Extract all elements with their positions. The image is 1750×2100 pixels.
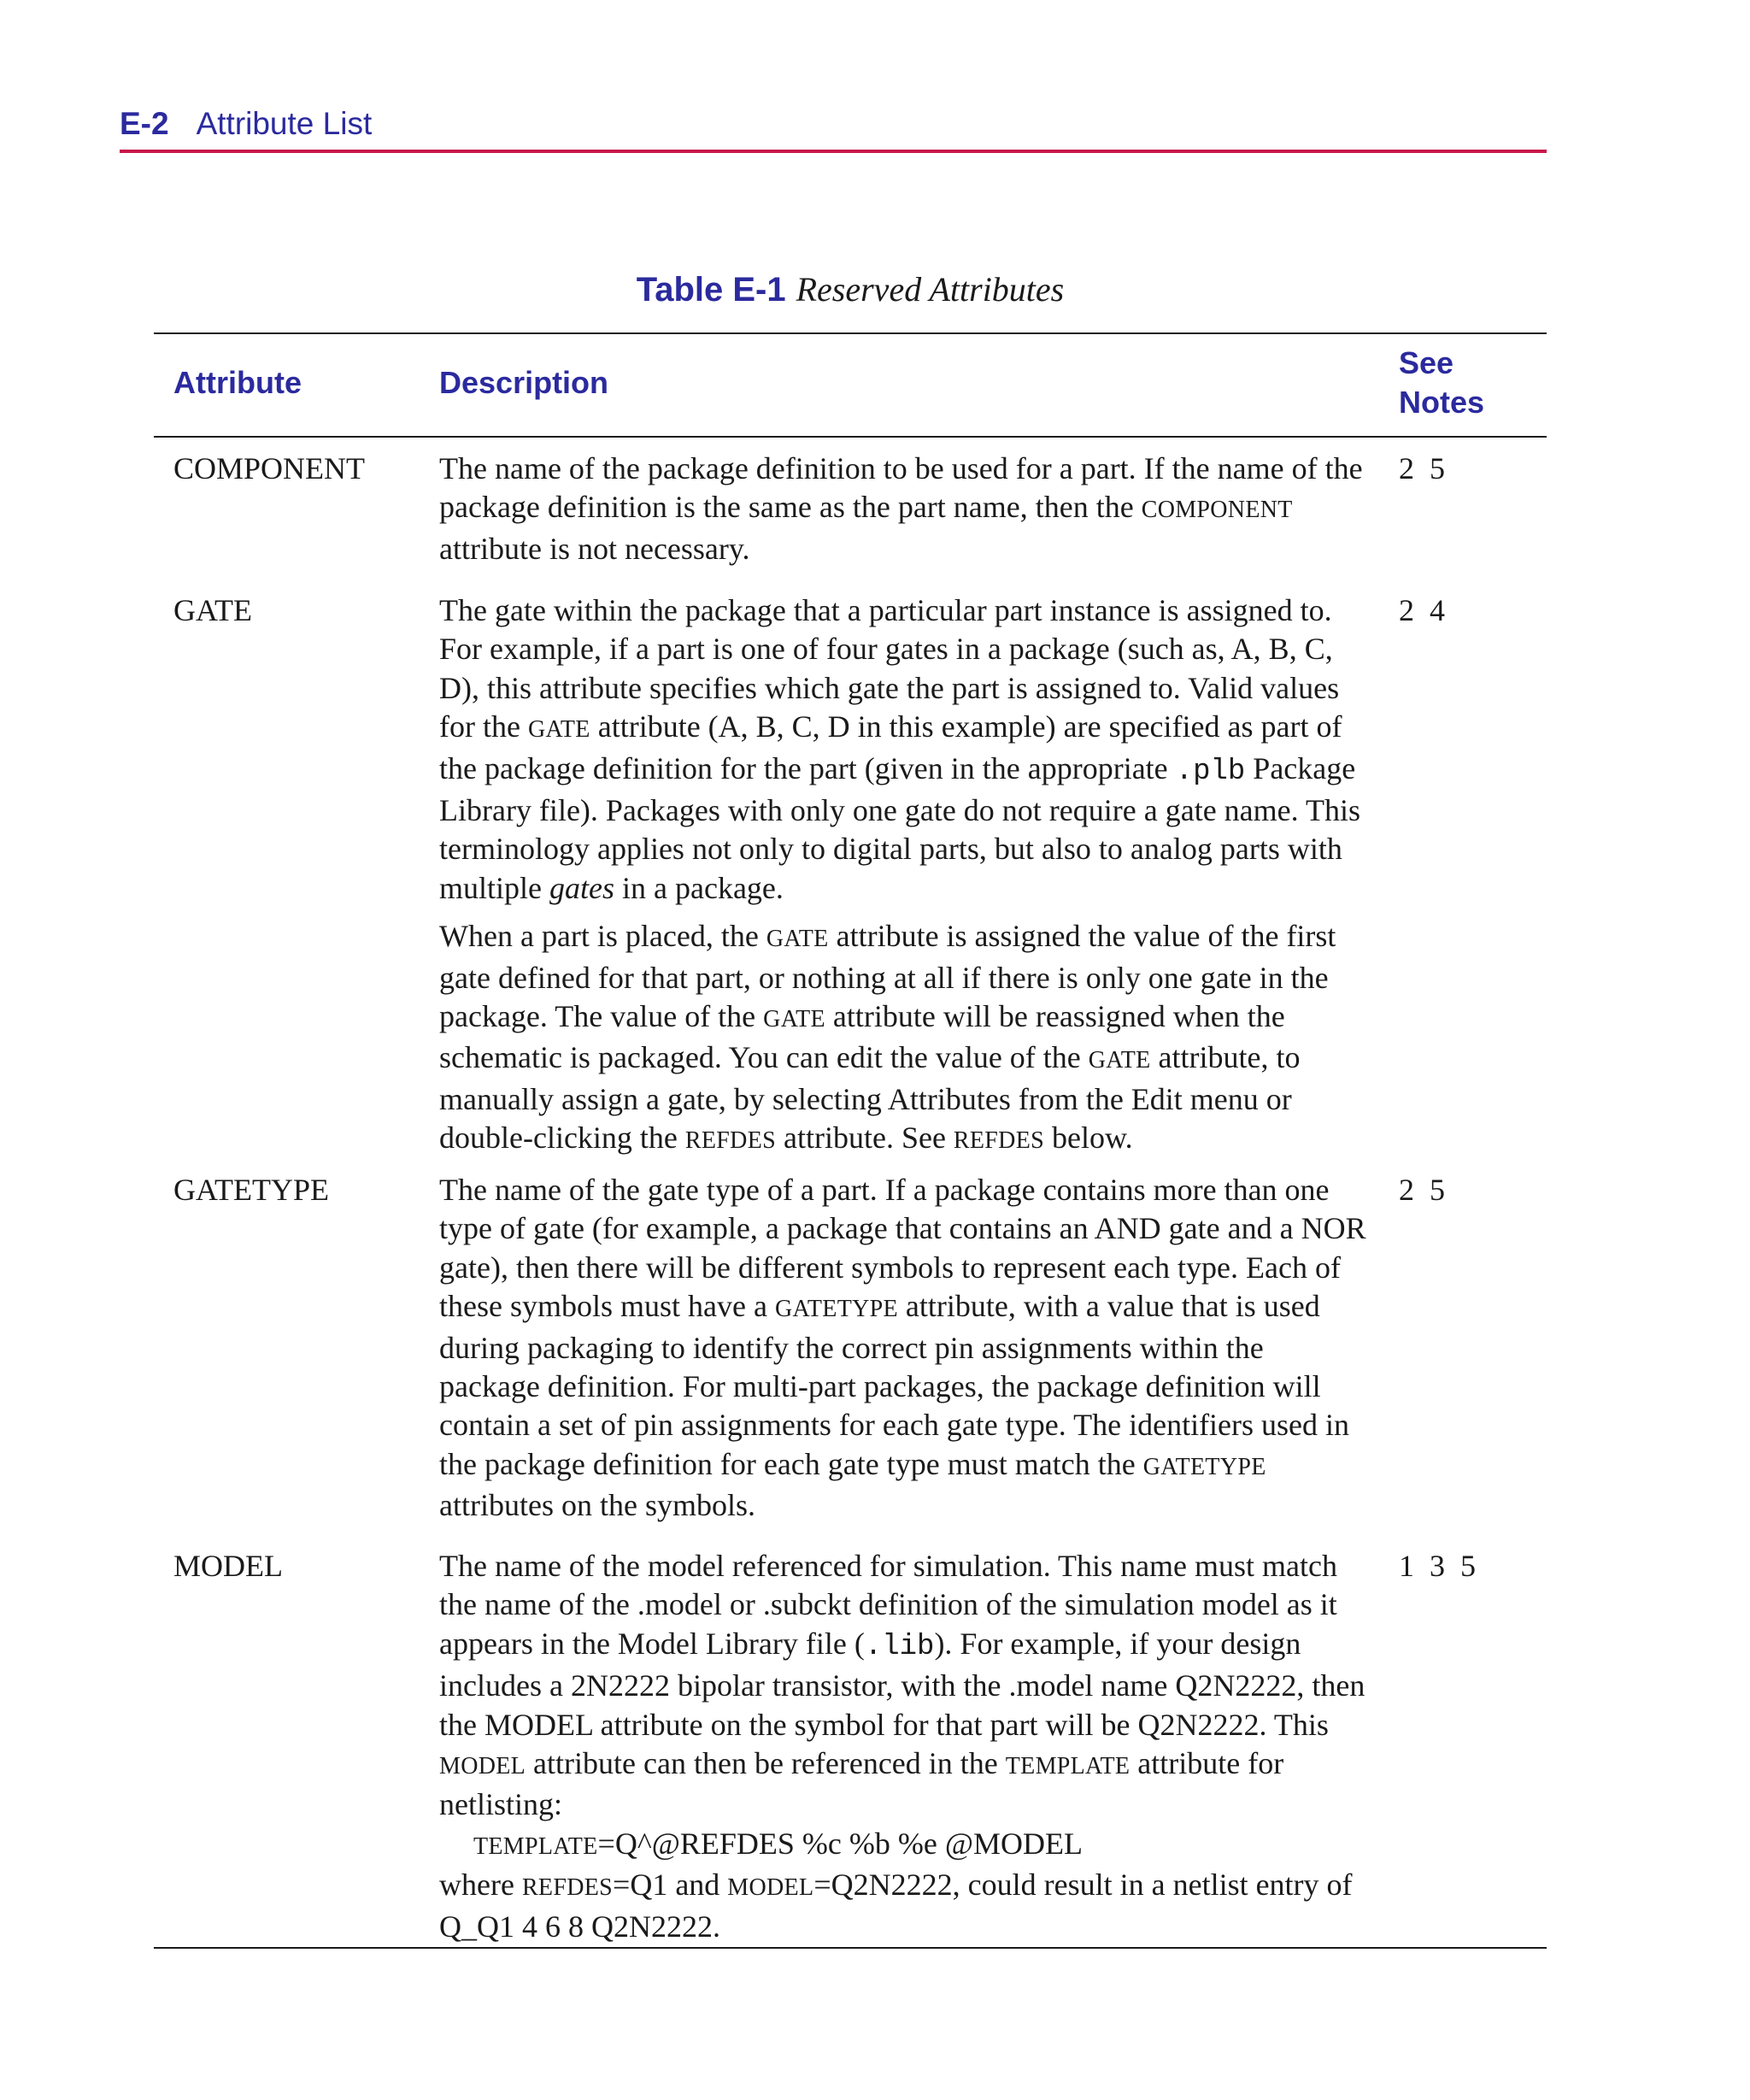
row-model-notes: 1 3 5 [1399, 1549, 1476, 1583]
page-title: Attribute List [196, 106, 373, 141]
page-header [120, 106, 1547, 142]
row-gate-notes: 2 4 [1399, 593, 1445, 627]
page-number: E-2 [120, 106, 169, 141]
table-caption [154, 269, 1547, 309]
row-component-description: The name of the package definition to be used for a part. If the name of the package definition is the same as the part name, then the COMPONENT attribute is not necessary. [439, 451, 1363, 566]
row-gate-description: The gate within the package that a particular part instance is assigned to. For example, if a part is one of four gates in a package (such as, A, B, C, D), this attribute specifies which gate the part is assigned to. Valid values for the GATE attribute (A, B, C, D in this example) are specified as part of the package definition for the part (given in the appropriate .plb Package Library file). Packages with only one gate do not require a gate name. This terminology applies not only to digital parts, but also to analog parts with multiple gates in a package. When a part is placed, the GATE attribute is assigned the value of the first gate defined for that part, or nothing at all if there is only one gate in the package. The value of the GATE attribute will be reassigned when the schematic is packaged. You can edit the value of the GATE attribute, to manually assign a gate, by selecting Attributes from the Edit menu or double-clicking the REFDES attribute. See REFDES below. [439, 593, 1360, 1156]
col-header-see: See [1399, 345, 1454, 380]
row-gatetype-attribute: GATETYPE [173, 1173, 329, 1207]
row-gatetype-notes: 2 5 [1399, 1173, 1445, 1207]
col-header-see-notes [1399, 344, 1484, 422]
col-header-description: Description [439, 365, 609, 400]
table-top-rule [154, 332, 1547, 334]
header-rule [120, 150, 1547, 153]
row-gate-attribute: GATE [173, 593, 252, 627]
table-label: Table E-1 [636, 271, 786, 309]
row-component-notes: 2 5 [1399, 451, 1445, 485]
table-header-rule [154, 436, 1547, 438]
row-model-attribute: MODEL [173, 1549, 283, 1583]
row-model-description: The name of the model referenced for simulation. This name must match the name of the .model or .subckt definition of the simulation model as it appears in the Model Library file (.lib). For example, if your design includes a 2N2222 bipolar transistor, with the .model name Q2N2222, then the MODEL attribute on the symbol for that part will be Q2N2222. This MODEL attribute can then be referenced in the TEMPLATE attribute for netlisting: TEMPLATE=Q^@REFDES %c %b %e @MODEL where REFDES=Q1 and MODEL=Q2N2222, could result in a netlist entry of Q_Q1 4 6 8 Q2N2222. [439, 1549, 1365, 1944]
row-gatetype-description: The name of the gate type of a part. If a package contains more than one type of gate (for example, a package that contains an AND gate and a NOR gate), then there will be different symbols to represent each type. Each of these symbols must have a GATETYPE attribute, with a value that is used during packaging to identify the correct pin assignments within the package definition. For multi-part packages, the package definition will contain a set of pin assignments for each gate type. The identifiers used in the package definition for each gate type must match the GATETYPE attributes on the symbols. [439, 1173, 1366, 1523]
col-header-attribute: Attribute [173, 365, 302, 400]
col-header-notes: Notes [1399, 385, 1485, 420]
row-component-attribute: COMPONENT [173, 451, 366, 485]
table-bottom-rule [154, 1947, 1547, 1949]
table-title: Reserved Attributes [796, 270, 1065, 309]
